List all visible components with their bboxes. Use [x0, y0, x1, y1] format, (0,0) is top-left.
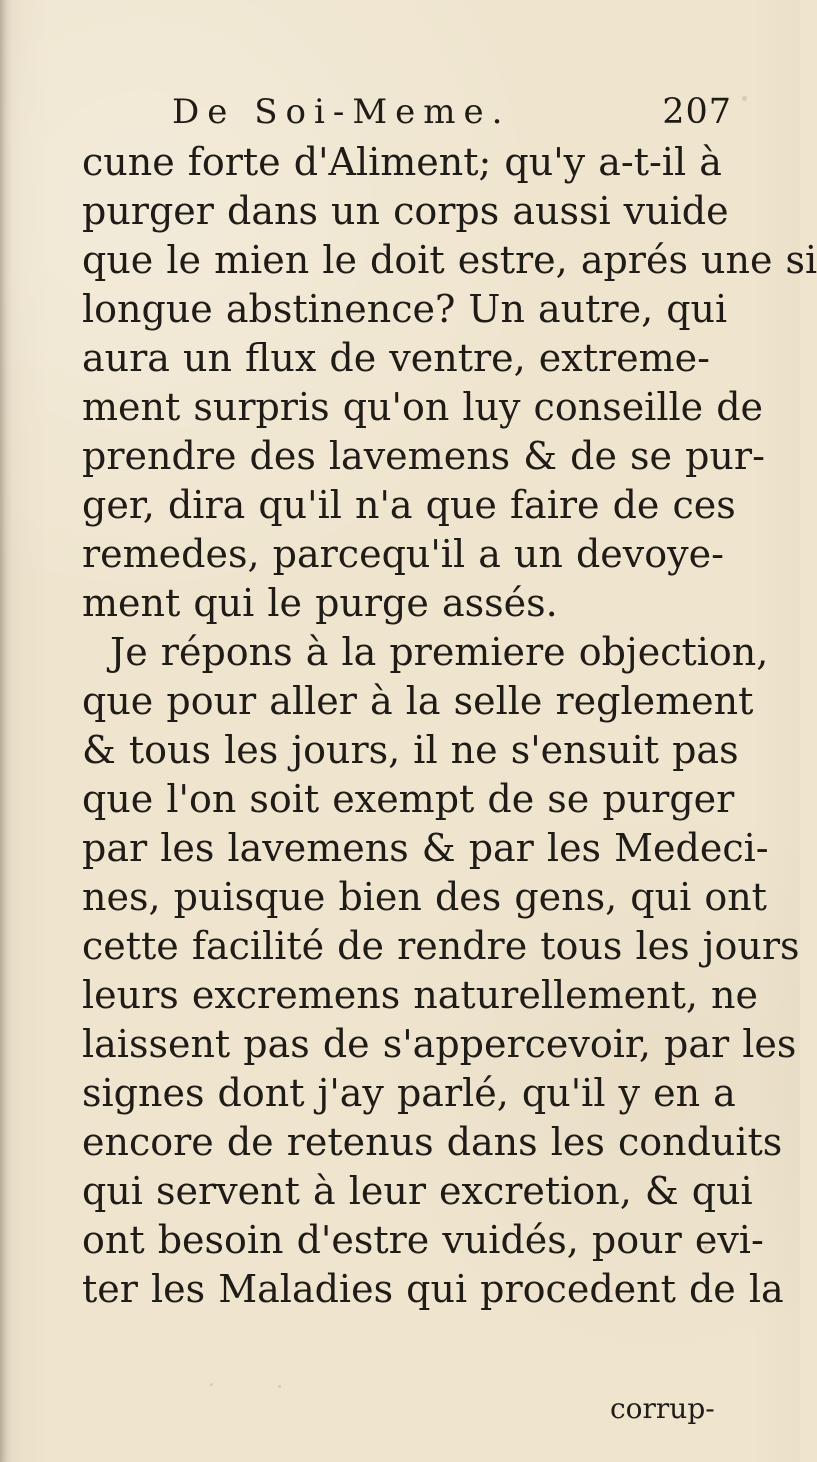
text-line: & tous les jours, il ne s'ensuit pas — [82, 728, 739, 772]
text-line: ment qui le purge assés. — [82, 581, 558, 625]
paper-speck — [278, 1385, 281, 1388]
text-line: ger, dira qu'il n'a que faire de ces — [82, 483, 736, 527]
text-line: qui servent à leur excretion, & qui — [82, 1169, 753, 1213]
text-line: ont besoin d'estre vuidés, pour evi- — [82, 1218, 764, 1262]
text-line: encore de retenus dans les conduits — [82, 1120, 783, 1164]
text-line: cune forte d'Aliment; qu'y a-t-il à — [82, 140, 722, 184]
text-line: cette facilité de rendre tous les jours — [82, 924, 800, 968]
text-line: que pour aller à la selle reglement — [82, 679, 754, 723]
main-text — [82, 138, 817, 1314]
text-line: nes, puisque bien des gens, qui ont — [82, 875, 767, 919]
text-line: signes dont j'ay parlé, qu'il y en a — [82, 1071, 736, 1115]
text-line: aura un flux de ventre, extreme- — [82, 336, 710, 380]
running-title: De Soi-Meme. — [172, 92, 511, 132]
text-line: longue abstinence? Un autre, qui — [82, 287, 728, 331]
text-line: purger dans un corps aussi vuide — [82, 189, 729, 233]
page-number: 207 — [662, 92, 732, 132]
text-line: leurs excremens naturellement, ne — [82, 973, 758, 1017]
text-line: remedes, parcequ'il a un devoye- — [82, 532, 724, 576]
text-line: prendre des lavemens & de se pur- — [82, 434, 765, 478]
paper-speck — [210, 1383, 213, 1386]
text-line: par les lavemens & par les Medeci- — [82, 826, 769, 870]
catchword: corrup- — [610, 1392, 715, 1425]
paper-speck — [742, 96, 747, 101]
binding-edge — [0, 0, 12, 1462]
text-line: laissent pas de s'appercevoir, par les — [82, 1022, 797, 1066]
text-line: que l'on soit exempt de se purger — [82, 777, 735, 821]
text-line: ter les Maladies qui procedent de la — [82, 1267, 784, 1311]
text-line: que le mien le doit estre, aprés une si — [82, 238, 817, 282]
text-line: ment surpris qu'on luy conseille de — [82, 385, 764, 429]
text-line: Je répons à la premiere objection, — [110, 630, 769, 674]
page-header — [172, 86, 732, 138]
